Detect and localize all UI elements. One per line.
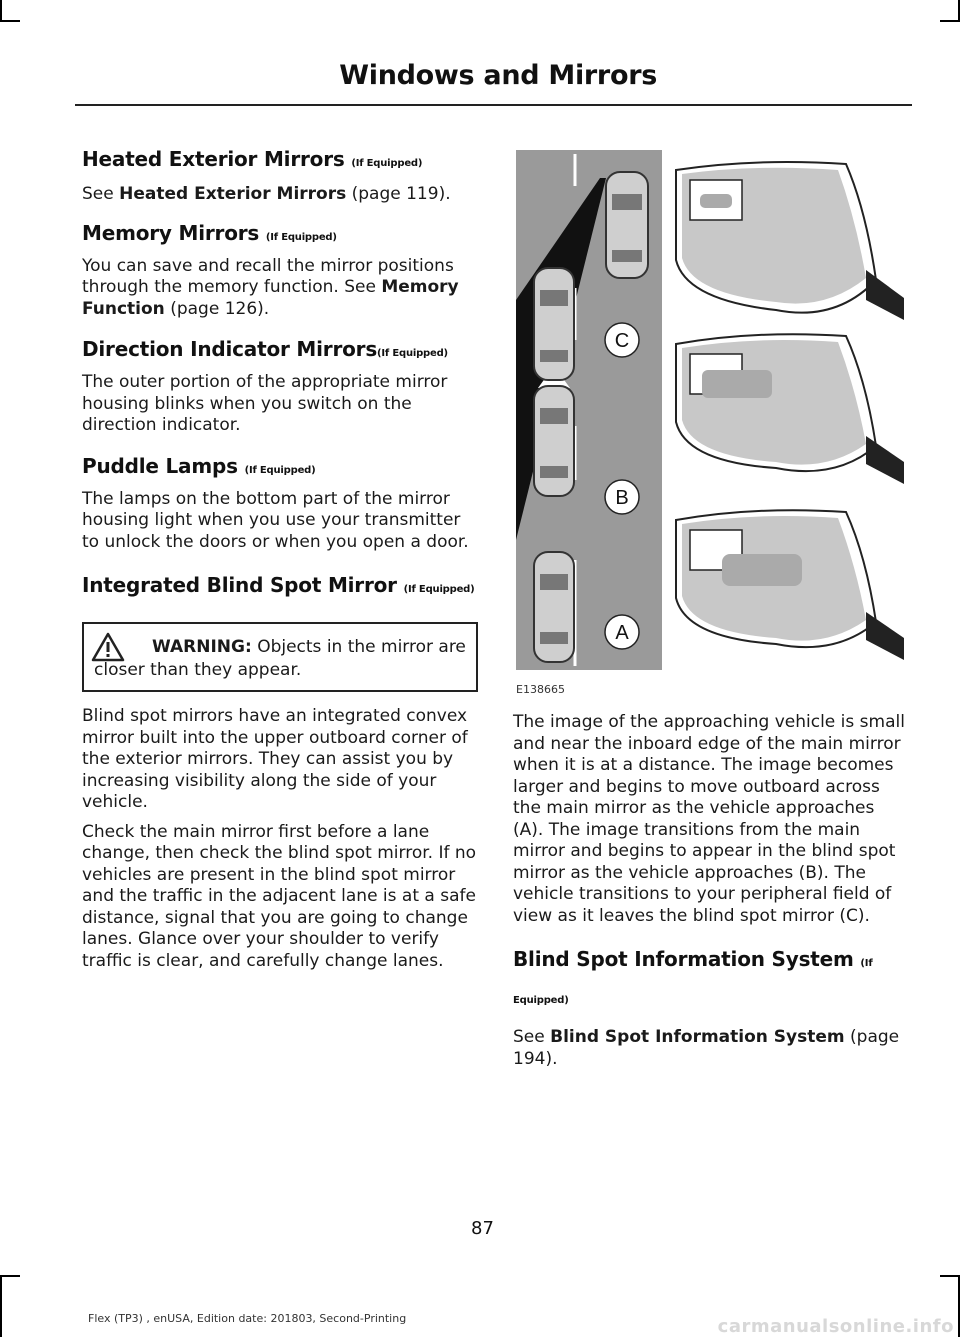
blind-spot-illustration bbox=[516, 150, 904, 670]
svg-text:C: C bbox=[614, 330, 630, 352]
blind-spot-para-1: Blind spot mirrors have an integrated convex mirror built into the upper outboard corner of the exterior mirrors. They can assist you by increasing visibility along the side of your vehicle. bbox=[82, 706, 468, 812]
crop-mark bbox=[940, 20, 960, 22]
watermark: carmanualsonline.info bbox=[717, 1316, 954, 1337]
direction-indicator-heading: Direction Indicator Mirrors(If Equipped) bbox=[82, 337, 448, 361]
crop-mark bbox=[0, 1275, 20, 1277]
warning-box bbox=[82, 622, 478, 692]
crop-mark bbox=[0, 0, 2, 20]
header-divider bbox=[75, 104, 912, 106]
svg-text:A: A bbox=[615, 622, 629, 644]
bsis-heading: Blind Spot Information System (If Equipped) bbox=[513, 947, 873, 1006]
mirror-a bbox=[676, 510, 904, 660]
puddle-lamps-text: The lamps on the bottom part of the mirror housing light when you use your transmitter to unlock the doors or when you open a door. bbox=[82, 488, 469, 552]
page-title: Windows and Mirrors bbox=[339, 60, 657, 91]
mirror-description: The image of the approaching vehicle is small and near the inboard edge of the main mirror when it is at a distance. The image becomes larger and begins to move outboard across the main mirror as the vehicle approaches (A). The image transitions from the main mirror and begins to appear in the blind spot mirror as the vehicle approaches (B). The vehicle transitions to your peripheral field of view as it leaves the blind spot mirror (C). bbox=[513, 712, 905, 926]
mirror-c bbox=[676, 162, 904, 320]
page-number: 87 bbox=[471, 1218, 494, 1239]
memory-mirrors-heading: Memory Mirrors (If Equipped) bbox=[82, 220, 337, 245]
car-b bbox=[534, 386, 574, 496]
puddle-lamps-heading: Puddle Lamps (If Equipped) bbox=[82, 453, 316, 478]
memory-function-link[interactable]: Memory Function bbox=[82, 277, 459, 319]
warning-icon bbox=[91, 632, 125, 662]
bsis-text: See Blind Spot Information System (page 194). bbox=[513, 1027, 900, 1069]
mirror-b bbox=[676, 334, 904, 484]
bsis-link[interactable]: Blind Spot Information System bbox=[550, 1027, 845, 1047]
blind-spot-figure bbox=[516, 150, 904, 670]
left-column bbox=[82, 146, 478, 972]
memory-mirrors-text: You can save and recall the mirror positions through the memory function. See Memory Function (page 126). bbox=[82, 255, 459, 319]
heated-mirrors-link[interactable]: Heated Exterior Mirrors bbox=[119, 184, 347, 204]
label-a bbox=[605, 615, 639, 649]
heated-mirrors-text: See Heated Exterior Mirrors (page 119). bbox=[82, 184, 451, 204]
footer-edition: Flex (TP3) , enUSA, Edition date: 201803, Second-Printing bbox=[88, 1312, 407, 1325]
blind-spot-para-2: Check the main mirror first before a lane change, then check the blind spot mirror. If no vehicles are present in the blind spot mirror and the traffic in the adjacent lane is at a safe distance, signal that you are going to change lanes. Glance over your shoulder to verify traffic is clear, and carefully change lanes. bbox=[82, 821, 477, 971]
figure-code: E138665 bbox=[516, 683, 565, 696]
crop-mark bbox=[940, 1275, 960, 1277]
blind-spot-mirror-heading: Integrated Blind Spot Mirror (If Equipped) bbox=[82, 573, 475, 597]
car-a bbox=[534, 552, 574, 662]
crop-mark bbox=[0, 20, 20, 22]
label-b bbox=[605, 480, 639, 514]
right-column bbox=[513, 712, 909, 1070]
warning-text: WARNING: Objects in the mirror are closer than they appear. bbox=[94, 637, 466, 680]
svg-text:B: B bbox=[615, 487, 629, 509]
heated-mirrors-heading: Heated Exterior Mirrors (If Equipped) bbox=[82, 147, 423, 171]
label-c bbox=[605, 323, 639, 357]
direction-indicator-text: The outer portion of the appropriate mirror housing blinks when you switch on the direction indicator. bbox=[82, 372, 448, 435]
car-c bbox=[534, 268, 574, 380]
car-right-lane bbox=[606, 172, 648, 278]
crop-mark bbox=[0, 1277, 2, 1337]
